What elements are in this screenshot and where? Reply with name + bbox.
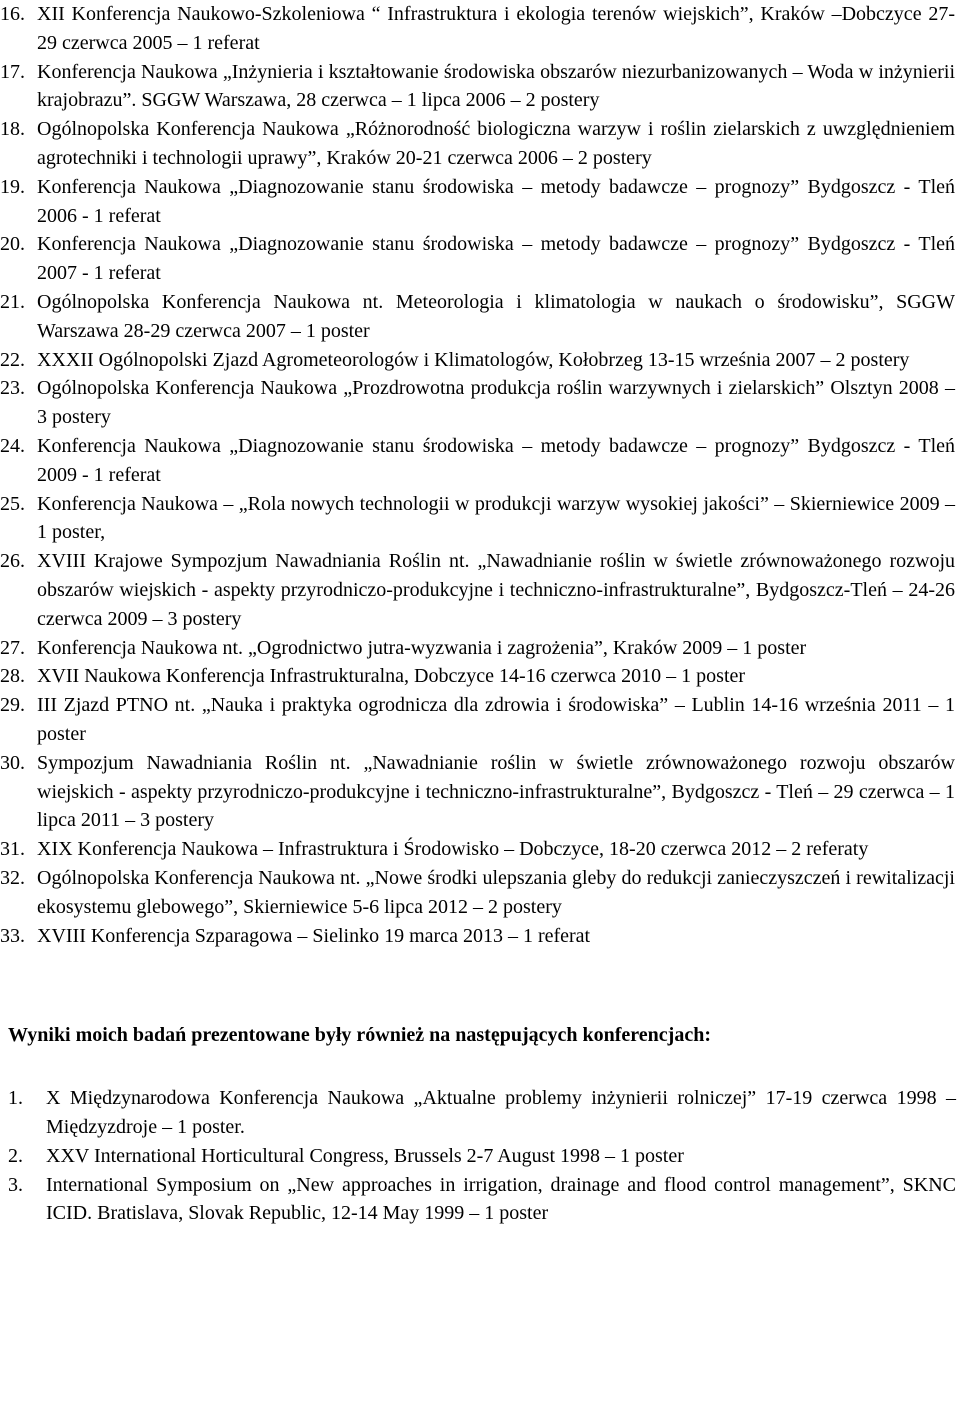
list-item bbox=[0, 346, 960, 375]
list-item bbox=[0, 58, 960, 116]
list-item bbox=[0, 922, 960, 951]
other-conference-list bbox=[0, 1084, 960, 1228]
list-item bbox=[0, 864, 960, 922]
list-item-text: XII Konferencja Naukowo-Szkoleniowa “ Infrastruktura i ekologia terenów wiejskich”, Kraków –Dobczyce 27-29 czerwca 2005 – 1 referat bbox=[37, 3, 955, 54]
list-item bbox=[0, 749, 960, 835]
section-heading: Wyniki moich badań prezentowane były również na następujących konferencjach: bbox=[8, 1024, 711, 1047]
list-item-number: 22. bbox=[0, 348, 25, 371]
list-item bbox=[0, 691, 960, 749]
list-item-number: 19. bbox=[0, 175, 25, 198]
list-item bbox=[0, 662, 960, 691]
list-item-number: 30. bbox=[0, 751, 25, 774]
list-item-text: Sympozjum Nawadniania Roślin nt. „Nawadnianie roślin w świetle zrównoważonego rozwoju obszarów wiejskich - aspekty przyrodniczo-produkcyjne i techniczno-infrastrukturalne”, Bydgoszcz - Tleń – 29 czerwca – 1 lipca 2011 – 3 postery bbox=[37, 751, 955, 832]
list-item-number: 26. bbox=[0, 550, 25, 573]
list-item-number: 1. bbox=[8, 1087, 23, 1110]
list-item bbox=[0, 288, 960, 346]
list-item-text: XVIII Konferencja Szparagowa – Sielinko 19 marca 2013 – 1 referat bbox=[37, 924, 591, 947]
list-item-number: 21. bbox=[0, 290, 25, 313]
list-item-number: 16. bbox=[0, 3, 25, 25]
list-item bbox=[0, 490, 960, 548]
list-item bbox=[0, 1142, 960, 1171]
list-item bbox=[0, 173, 960, 231]
list-item-number: 31. bbox=[0, 838, 25, 861]
list-item bbox=[0, 0, 960, 58]
list-item bbox=[0, 547, 960, 633]
list-item-number: 2. bbox=[8, 1144, 23, 1167]
list-item-text: Konferencja Naukowa nt. „Ogrodnictwo jutra-wyzwania i zagrożenia”, Kraków 2009 – 1 poster bbox=[37, 636, 807, 659]
list-item-text: Konferencja Naukowa „Diagnozowanie stanu środowiska – metody badawcze – prognozy” Bydgoszcz - Tleń 2006 - 1 referat bbox=[37, 175, 955, 227]
list-item-number: 32. bbox=[0, 866, 25, 889]
list-item bbox=[0, 374, 960, 432]
list-item-number: 29. bbox=[0, 694, 25, 717]
section-heading-wrap bbox=[0, 950, 960, 1084]
list-item-number: 17. bbox=[0, 60, 25, 83]
list-item-number: 33. bbox=[0, 924, 25, 947]
list-item-text: III Zjazd PTNO nt. „Nauka i praktyka ogrodnicza dla zdrowia i środowiska” – Lublin 14-16 września 2011 – 1 poster bbox=[37, 694, 955, 745]
list-item-text: Ogólnopolska Konferencja Naukowa nt. „Nowe środki ulepszania gleby do redukcji zanieczyszczeń i rewitalizacji ekosystemu glebowego”, Skierniewice 5-6 lipca 2012 – 2 postery bbox=[37, 866, 955, 918]
list-item-text: XVIII Krajowe Sympozjum Nawadniania Roślin nt. „Nawadnianie roślin w świetle zrównoważonego rozwoju obszarów wiejskich - aspekty przyrodniczo-produkcyjne i techniczno-infrastrukturalne”, Bydgoszcz-Tleń – 24-26 czerwca 2009 – 3 postery bbox=[37, 550, 955, 630]
list-item-text: Ogólnopolska Konferencja Naukowa nt. Meteorologia i klimatologia w naukach o środowisku”, SGGW Warszawa 28-29 czerwca 2007 – 1 poster bbox=[37, 290, 955, 342]
list-item bbox=[0, 634, 960, 663]
list-item-text: Ogólnopolska Konferencja Naukowa „Różnorodność biologiczna warzyw i roślin zielarskich z uwzględnieniem agrotechniki i technologii uprawy”, Kraków 20-21 czerwca 2006 – 2 postery bbox=[37, 118, 955, 169]
list-item-text: XXV International Horticultural Congress, Brussels 2-7 August 1998 – 1 poster bbox=[46, 1144, 684, 1167]
list-item-number: 27. bbox=[0, 636, 25, 659]
list-item bbox=[0, 1171, 960, 1229]
list-item-text: Konferencja Naukowa „Diagnozowanie stanu środowiska – metody badawcze – prognozy” Bydgoszcz - Tleń 2007 - 1 referat bbox=[37, 233, 955, 285]
list-item-number: 18. bbox=[0, 118, 25, 141]
list-item-text: Konferencja Naukowa „Diagnozowanie stanu środowiska – metody badawcze – prognozy” Bydgoszcz - Tleń 2009 - 1 referat bbox=[37, 434, 955, 486]
list-item-text: XIX Konferencja Naukowa – Infrastruktura i Środowisko – Dobczyce, 18-20 czerwca 2012 – 2 referaty bbox=[37, 838, 869, 861]
list-item-text: International Symposium on „New approaches in irrigation, drainage and flood control management”, SKNC ICID. Bratislava, Slovak Republic, 12-14 May 1999 – 1 poster bbox=[46, 1173, 956, 1225]
list-item-number: 25. bbox=[0, 492, 25, 515]
list-item bbox=[0, 432, 960, 490]
list-item-text: Konferencja Naukowa „Inżynieria i kształtowanie środowiska obszarów niezurbanizowanych – Woda w inżynierii krajobrazu”. SGGW Warszawa, 28 czerwca – 1 lipca 2006 – 2 postery bbox=[37, 60, 955, 112]
list-item-text: X Międzynarodowa Konferencja Naukowa „Aktualne problemy inżynierii rolniczej” 17-19 czerwca 1998 – Międzyzdroje – 1 poster. bbox=[46, 1087, 956, 1139]
list-item-number: 3. bbox=[8, 1173, 23, 1196]
list-item bbox=[0, 115, 960, 173]
list-item-text: Ogólnopolska Konferencja Naukowa „Prozdrowotna produkcja roślin warzywnych i zielarskich” Olsztyn 2008 – 3 postery bbox=[37, 377, 955, 429]
list-item bbox=[0, 230, 960, 288]
list-item-number: 20. bbox=[0, 233, 25, 256]
list-item bbox=[0, 835, 960, 864]
list-item-number: 24. bbox=[0, 434, 25, 457]
list-item-text: XVII Naukowa Konferencja Infrastrukturalna, Dobczyce 14-16 czerwca 2010 – 1 poster bbox=[37, 665, 746, 688]
list-item-number: 23. bbox=[0, 377, 25, 400]
list-item-number: 28. bbox=[0, 665, 25, 688]
list-item bbox=[0, 1084, 960, 1142]
list-item-text: XXXII Ogólnopolski Zjazd Agrometeorologów i Klimatologów, Kołobrzeg 13-15 września 2007 – 2 postery bbox=[37, 348, 910, 371]
list-item-text: Konferencja Naukowa – „Rola nowych technologii w produkcji warzyw wysokiej jakości” – Skierniewice 2009 – 1 poster, bbox=[37, 492, 955, 544]
